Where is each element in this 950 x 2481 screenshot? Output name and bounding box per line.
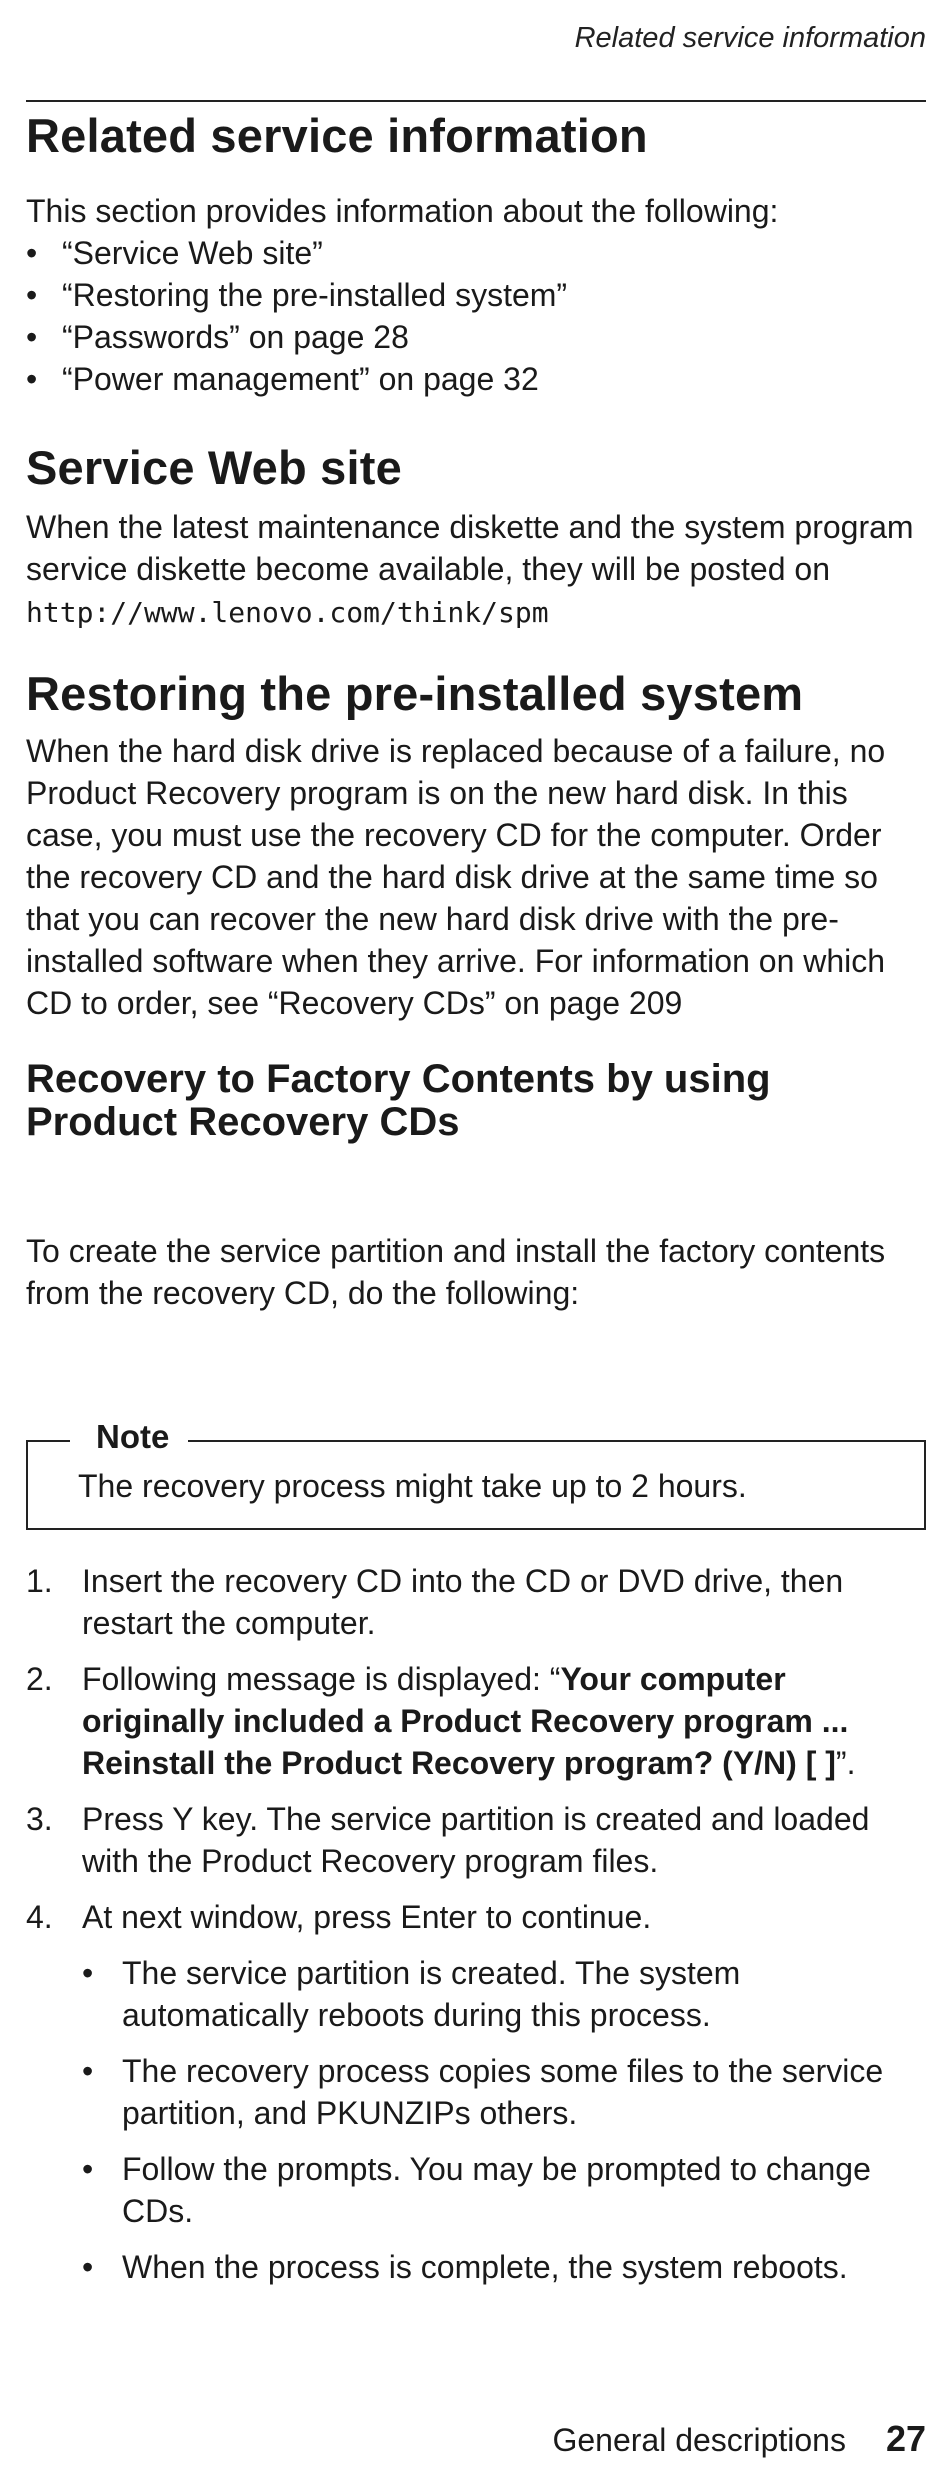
sub-list-item: • When the process is complete, the system reboots. [82, 2246, 926, 2288]
subsection-title-recovery: Recovery to Factory Contents by using Product Recovery CDs [26, 1057, 771, 1144]
intro-lead: This section provides information about the following: [26, 193, 779, 229]
page-footer [552, 2418, 926, 2460]
note-label: Note [96, 1418, 170, 1455]
footer-section: General descriptions [552, 2422, 846, 2458]
step-sub-list [82, 1952, 926, 2288]
step-number: 1. [26, 1563, 53, 1599]
section-title-restoring: Restoring the pre-installed system [26, 667, 804, 720]
sub-list-item: • The recovery process copies some files to the service partition, and PKUNZIPs others. [82, 2050, 926, 2134]
note-box [26, 1418, 926, 1530]
step-text-post: ”. [835, 1745, 856, 1781]
step-text: Press Y key. The service partition is created and loaded with the Product Recovery program files. [82, 1801, 870, 1879]
step-item [26, 1798, 926, 1882]
section-title-service-web-site: Service Web site [26, 441, 402, 494]
manual-page [26, 0, 926, 2481]
web-site-text: When the latest maintenance diskette and the system program service diskette become available, they will be posted on [26, 509, 914, 587]
step-text-pre: Following message is displayed: “ [82, 1661, 561, 1697]
intro-list [26, 232, 926, 400]
intro-list-item: • “Power management” on page 32 [26, 358, 926, 400]
recovery-lead: To create the service partition and install the factory contents from the recovery CD, do the following: [26, 1233, 886, 1311]
note-border-left [28, 1440, 70, 1442]
step-number: 3. [26, 1801, 53, 1837]
step-text: At next window, press Enter to continue. [82, 1899, 652, 1935]
page-number: 27 [885, 2418, 926, 2459]
recovery-steps [26, 1560, 926, 2302]
step-message: Your computer originally included a Product Recovery program ... Reinstall the Product Recovery program? (Y/N) [ ] [82, 1661, 849, 1781]
step-item [26, 1896, 926, 2288]
header-rule [26, 100, 926, 102]
step-item [26, 1658, 926, 1784]
step-item [26, 1560, 926, 1644]
restoring-paragraph: When the hard disk drive is replaced because of a failure, no Product Recovery program is on the new hard disk. In this case, you must use the recovery CD for the computer. Order the recovery CD and the hard disk drive at the same time so that you can recover the new hard disk drive with the pre-installed software when they arrive. For information on which CD to order, see “Recovery CDs” on page 209 [26, 733, 886, 1021]
web-site-url: http://www.lenovo.com/think/spm [26, 596, 549, 629]
step-number: 2. [26, 1661, 53, 1697]
note-border-right [188, 1440, 924, 1442]
intro-list-item: • “Restoring the pre-installed system” [26, 274, 926, 316]
step-text: Insert the recovery CD into the CD or DVD drive, then restart the computer. [82, 1563, 844, 1641]
sub-list-item: • Follow the prompts. You may be prompted to change CDs. [82, 2148, 926, 2232]
intro-list-item: • “Passwords” on page 28 [26, 316, 926, 358]
step-number: 4. [26, 1899, 53, 1935]
web-site-paragraph [26, 506, 926, 634]
intro-list-item: • “Service Web site” [26, 232, 926, 274]
sub-list-item: • The service partition is created. The system automatically reboots during this process. [82, 1952, 926, 2036]
section-title-related-service: Related service information [26, 109, 648, 162]
running-header: Related service information [574, 22, 926, 54]
note-text: The recovery process might take up to 2 hours. [78, 1468, 747, 1504]
